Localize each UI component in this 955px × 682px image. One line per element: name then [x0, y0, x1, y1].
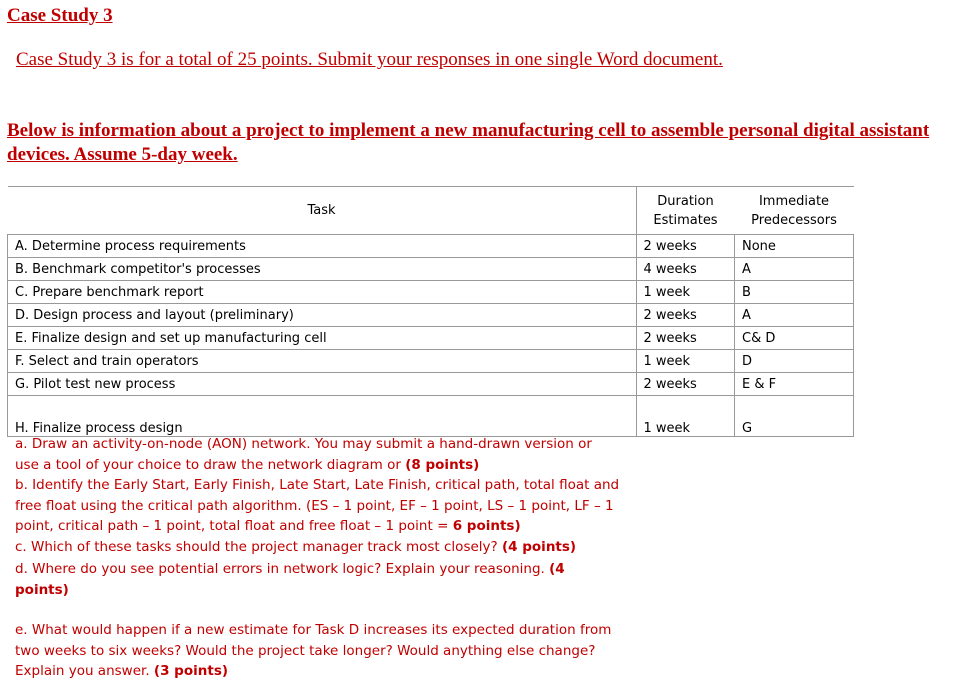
points-label: 6 points) [452, 518, 521, 534]
page-title: Case Study 3 [7, 5, 113, 26]
predecessor-cell: C& D [735, 327, 854, 350]
table-row [8, 350, 854, 373]
project-info: Below is information about a project to implement a new manufacturing cell to assemble personal digital assistant devices. Assume 5-day week. [7, 120, 930, 165]
question-e: e. What would happen if a new estimate for Task D increases its expected duration from two weeks to six weeks? Would the project take longer? Would anything else change? Explain you answer. (3 points) [15, 622, 612, 679]
predecessor-cell: A [735, 258, 854, 281]
question-c: c. Which of these tasks should the project manager track most closely? (4 points) [15, 538, 577, 555]
predecessor-cell: D [735, 350, 854, 373]
task-cell: A. Determine process requirements [8, 235, 637, 258]
task-cell: C. Prepare benchmark report [8, 281, 637, 304]
table-row [8, 304, 854, 327]
duration-cell: 1 week [636, 281, 735, 304]
question-a: a. Draw an activity-on-node (AON) network. You may submit a hand-drawn version or use a tool of your choice to draw the network diagram or (8 points) [15, 436, 592, 473]
question-b: b. Identify the Early Start, Early Finish, Late Start, Late Finish, critical path, total float and free float using the critical path algorithm. (ES – 1 point, EF – 1 point, LS – 1 point, LF – 1 point, critical path – 1 point, total float and free float – 1 point = 6 points) [15, 477, 620, 534]
table-row [8, 235, 854, 258]
task-cell: E. Finalize design and set up manufacturing cell [8, 327, 637, 350]
table-row [8, 258, 854, 281]
points-label: (4 points) [15, 561, 565, 598]
duration-cell: 2 weeks [636, 304, 735, 327]
predecessor-cell: B [735, 281, 854, 304]
points-label: (8 points) [405, 456, 480, 473]
table-row [8, 396, 854, 437]
questions-list [15, 434, 620, 682]
task-cell: F. Select and train operators [8, 350, 637, 373]
duration-cell: 1 week [636, 350, 735, 373]
points-label: (4 points) [501, 538, 577, 555]
duration-cell: 2 weeks [636, 327, 735, 350]
intro-text: Case Study 3 is for a total of 25 points. Submit your responses in one single Word document. [16, 49, 723, 70]
task-cell: H. Finalize process design [8, 396, 637, 437]
duration-cell: 4 weeks [636, 258, 735, 281]
table-row [8, 281, 854, 304]
table-row [8, 327, 854, 350]
predecessor-cell: A [735, 304, 854, 327]
task-header: Task [8, 187, 637, 235]
table-header-row [8, 187, 854, 235]
duration-cell: 2 weeks [636, 373, 735, 396]
task-cell: G. Pilot test new process [8, 373, 637, 396]
predecessor-cell: G [735, 396, 854, 437]
duration-cell: 2 weeks [636, 235, 735, 258]
points-label: (3 points) [153, 663, 229, 679]
predecessors-header: Immediate Predecessors [735, 187, 854, 235]
task-cell: D. Design process and layout (preliminary) [8, 304, 637, 327]
predecessor-cell: E & F [735, 373, 854, 396]
table-row [8, 373, 854, 396]
question-d: d. Where do you see potential errors in network logic? Explain your reasoning. (4 points) [15, 561, 565, 598]
duration-cell: 1 week [636, 396, 735, 437]
task-cell: B. Benchmark competitor's processes [8, 258, 637, 281]
predecessor-cell: None [735, 235, 854, 258]
duration-header: Duration Estimates [636, 187, 735, 235]
task-table [7, 186, 854, 437]
